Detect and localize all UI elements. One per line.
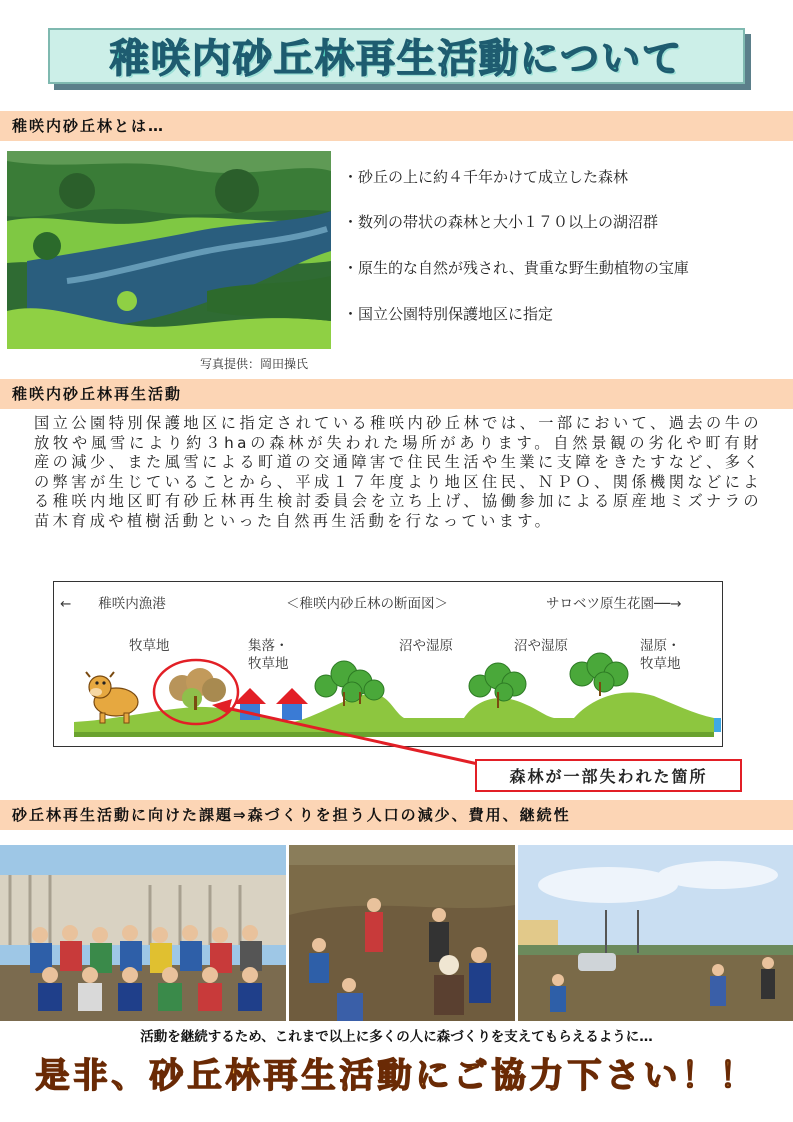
zone-label: 沼や湿原 (514, 638, 568, 654)
planting-photo (289, 845, 515, 1021)
footer-message: 活動を継続するため、これまで以上に多くの人に森づくりを支えてもらえるように… (140, 1029, 653, 1045)
diagram-center-label: ＜稚咲内砂丘林の断面図＞ (286, 596, 448, 612)
bullet-item: ・数列の帯状の森林と大小１７０以上の湖沼群 (343, 213, 659, 231)
zone-label: 沼や湿原 (399, 638, 453, 654)
bullet-item: ・砂丘の上に約４千年かけて成立した森林 (343, 168, 629, 186)
bullet-item: ・原生的な自然が残され、貴重な野生動植物の宝庫 (343, 259, 689, 277)
field-photo (518, 845, 793, 1021)
photo-credit: 写真提供：岡田操氏 (200, 357, 309, 371)
diagram-right-label: サロベツ原生花園──→ (546, 596, 682, 612)
diagram-left-label: ← 稚咲内漁港 (60, 596, 166, 612)
section-heading-activity: 稚咲内砂丘林再生活動 (0, 379, 793, 409)
activity-paragraph: 国立公園特別保護地区に指定されている稚咲内砂丘林では、一部において、過去の牛の放牧や風雪により約３haの森林が失われた場所があります。自然景観の劣化や町有財産の減少、また風雪による町道の交通障害で住民生活や生業に支障をきたすなど、多くの弊害が生じていることから、平成１７年度より地区住民、ＮＰＯ、関係機関などによる稚咲内地区町有砂丘林再生検討委員会を立ち上げ、協働参加による原産地ミズナラの苗木育成や植樹活動といった自然再生活動を行なっています。 (34, 414, 762, 530)
bullet-item: ・国立公園特別保護地区に指定 (343, 305, 554, 323)
footer-appeal: 是非、砂丘林再生活動にご協力下さい！！ (35, 1056, 758, 1096)
zone-label: 集落・ 牧草地 (248, 638, 289, 672)
section-heading-issues: 砂丘林再生活動に向けた課題⇒森づくりを担う人口の減少、費用、継続性 (0, 800, 793, 830)
section-heading-about: 稚咲内砂丘林とは… (0, 111, 793, 141)
page-title-text: 稚咲内砂丘林再生活動について (109, 37, 684, 82)
group-photo (0, 845, 286, 1021)
zone-label: 牧草地 (129, 638, 170, 654)
lost-forest-callout: 森林が一部失われた箇所 (475, 759, 742, 792)
zone-label: 湿原・ 牧草地 (640, 638, 681, 672)
